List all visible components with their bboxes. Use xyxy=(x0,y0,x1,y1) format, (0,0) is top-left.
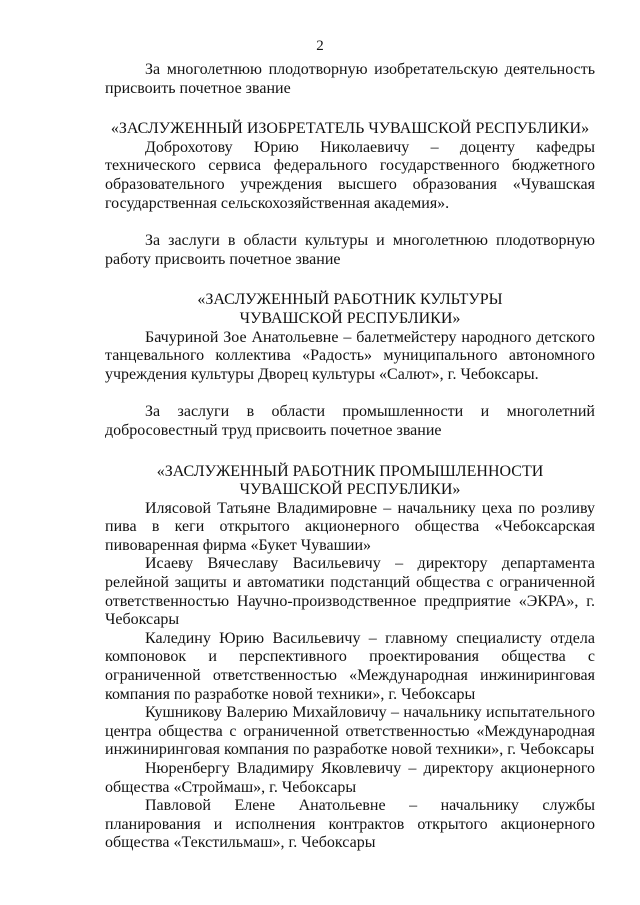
page-number: 2 xyxy=(316,38,324,54)
title-heading-culture xyxy=(105,291,595,328)
document-body xyxy=(105,61,595,853)
title-line: ЧУВАШСКОЙ РЕСПУБЛИКИ» xyxy=(239,481,461,499)
section-intro-culture: За заслуги в области культуры и многолетнюю плодотворную работу присвоить почетное звание xyxy=(105,232,595,268)
awardee-paragraph: Каледину Юрию Васильевичу – главному специалисту отдела компоновок и перспективного проектирования общества с ограниченной ответственностью «Международная инжиниринговая компания по разработке новой техники», г. Чебоксары xyxy=(105,629,595,703)
section-intro-industry: За заслуги в области промышленности и многолетний добросовестный труд присвоить почетное звание xyxy=(105,403,595,439)
title-line: «ЗАСЛУЖЕННЫЙ ИЗОБРЕТАТЕЛЬ ЧУВАШСКОЙ РЕСПУБЛИКИ» xyxy=(110,120,590,138)
awardee-paragraph: Илясовой Татьяне Владимировне – начальнику цеха по розливу пива в кеги открытого акционерного общества «Чебоксарская пивоваренная фирма «Букет Чувашии» xyxy=(105,499,595,554)
awardee-paragraph: Павловой Елене Анатольевне – начальнику службы планирования и исполнения контрактов открытого акционерного общества «Текстильмаш», г. Чебоксары xyxy=(105,797,595,852)
title-line: «ЗАСЛУЖЕННЫЙ РАБОТНИК КУЛЬТУРЫ xyxy=(197,291,503,309)
section-intro-inventor: За многолетнюю плодотворную изобретательскую деятельность присвоить почетное звание xyxy=(105,61,595,97)
awardee-paragraph: Кушникову Валерию Михайловичу – начальнику испытательного центра общества с ограниченной ответственностью «Международная инжиниринговая компания по разработке новой техники», г. Чебоксары xyxy=(105,704,595,759)
title-line: «ЗАСЛУЖЕННЫЙ РАБОТНИК ПРОМЫШЛЕННОСТИ xyxy=(156,462,544,480)
awardee-paragraph: Исаеву Вячеславу Васильевичу – директору департамента релейной защиты и автоматики подстанций общества с ограниченной ответственностью Научно-производственное предприятие «ЭКРА», г. Чебоксары xyxy=(105,555,595,629)
title-heading-industry xyxy=(105,463,595,500)
awardee-paragraph: Нюренбергу Владимиру Яковлевичу – директору акционерного общества «Строймаш», г. Чебоксары xyxy=(105,760,595,796)
title-line: ЧУВАШСКОЙ РЕСПУБЛИКИ» xyxy=(239,309,461,327)
title-heading-inventor xyxy=(105,120,595,139)
awardee-paragraph: Доброхотову Юрию Николаевичу – доценту кафедры технического сервиса федерального государственного бюджетного образовательного учреждения высшего образования «Чувашская государственная сельскохозяйственная академия». xyxy=(105,138,595,212)
awardee-paragraph: Бачуриной Зое Анатольевне – балетмейстеру народного детского танцевального коллектива «Радость» муниципального автономного учреждения культуры Дворец культуры «Салют», г. Чебоксары. xyxy=(105,328,595,383)
